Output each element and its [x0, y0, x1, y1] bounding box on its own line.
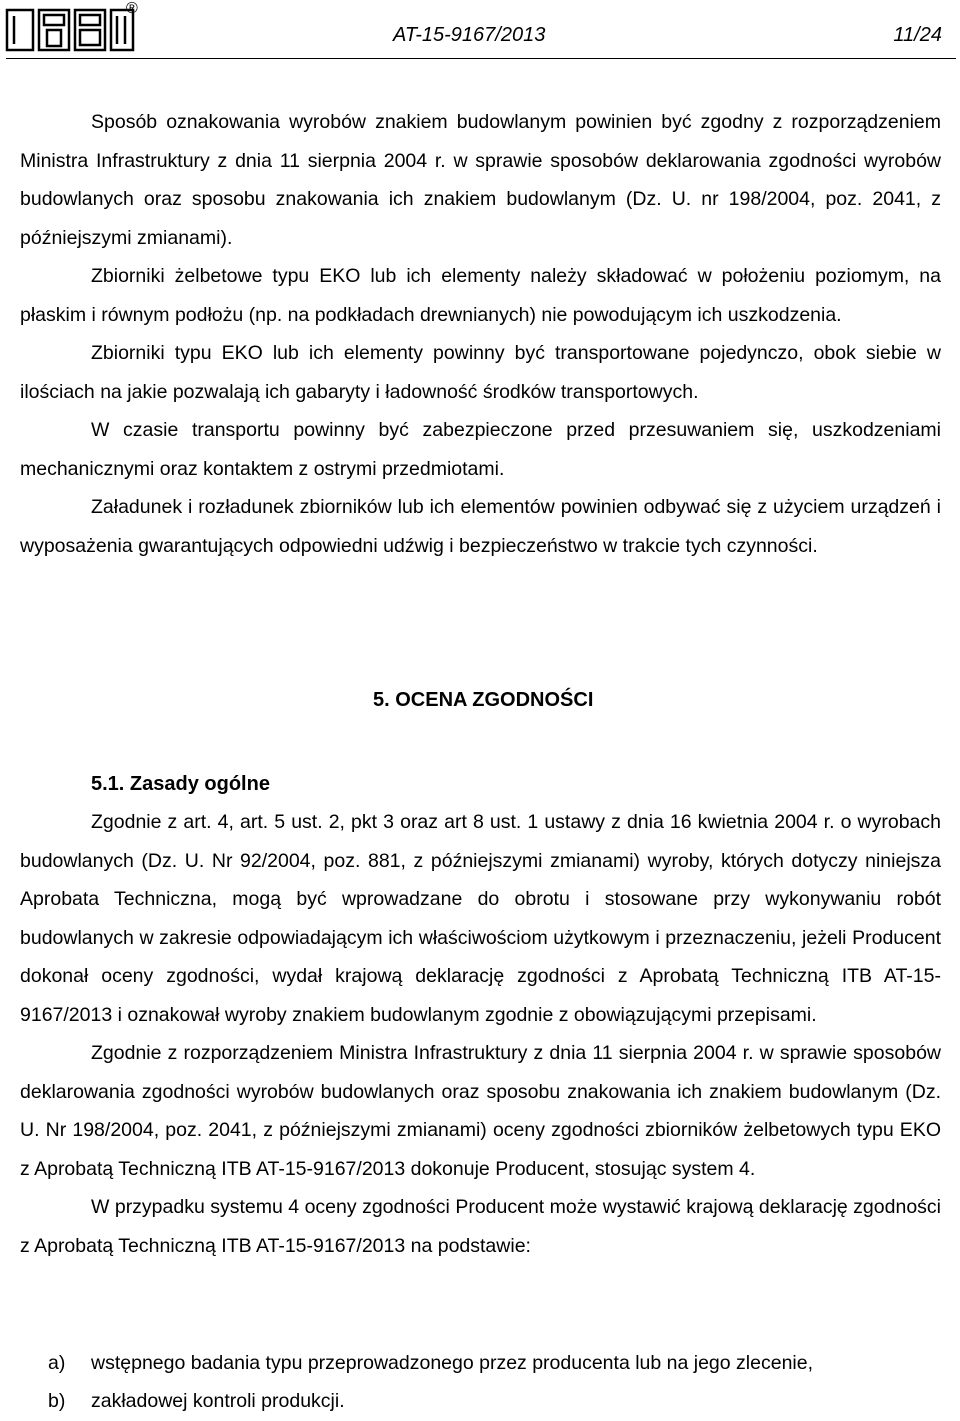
- list-item-text: zakładowej kontroli produkcji.: [91, 1390, 345, 1412]
- paragraph-legal-basis: Zgodnie z art. 4, art. 5 ust. 2, pkt 3 oraz art 8 ust. 1 ustawy z dnia 16 kwietnia 2004 r. o wyrobach budowlanych (Dz. U. Nr 92/2004, poz. 881, z późniejszymi zmianami) wyroby, których dotyczy niniejsza Aprobata Techniczna, mogą być wprowadzane do obrotu i stosowane przy wykonywaniu robót budowlanych w zakresie odpowiadającym ich właściwościom użytkowym i przeznaczeniu, jeżeli Producent dokonał oceny zgodności, wydał krajową deklarację zgodności z Aprobatą Techniczną ITB AT-15-9167/2013 i oznakował wyroby znakiem budowlanym zgodnie z obowiązującymi przepisami.: [20, 811, 941, 1026]
- itb-logo: [4, 4, 144, 54]
- paragraph-transport-protection: W czasie transportu powinny być zabezpieczone przed przesuwaniem się, uszkodzeniami mechanicznymi oraz kontaktem z ostrymi przedmiotami.: [20, 419, 941, 480]
- list-marker: a): [48, 1352, 66, 1374]
- subsection-heading: 5.1. Zasady ogólne: [91, 773, 270, 795]
- document-number: AT-15-9167/2013: [393, 24, 546, 46]
- paragraph-storage: Zbiorniki żelbetowe typu EKO lub ich elementy należy składować w położeniu poziomym, na płaskim i równym podłożu (np. na podkładach drewnianych) nie powodującym ich uszkodzenia.: [20, 265, 941, 326]
- paragraph-loading: Załadunek i rozładunek zbiorników lub ich elementów powinien odbywać się z użyciem urządzeń i wyposażenia gwarantujących odpowiedni udźwig i bezpieczeństwo w trakcie tych czynności.: [20, 496, 941, 557]
- paragraph-marking: Sposób oznakowania wyrobów znakiem budowlanym powinien być zgodny z rozporządzeniem Ministra Infrastruktury z dnia 11 sierpnia 2004 r. w sprawie sposobów deklarowania zgodności wyrobów budowlanych oraz sposobu znakowania ich znakiem budowlanym (Dz. U. nr 198/2004, poz. 2041, z późniejszymi zmianami).: [20, 111, 941, 249]
- section-heading: 5. OCENA ZGODNOŚCI: [373, 689, 594, 711]
- header-divider: [6, 58, 956, 59]
- page-header: [0, 0, 960, 64]
- body-section-storage: [20, 103, 941, 565]
- paragraph-transport: Zbiorniki typu EKO lub ich elementy powinny być transportowane pojedynczo, obok siebie w ilościach na jakie pozwalają ich gabaryty i ładowność środków transportowych.: [20, 342, 941, 403]
- paragraph-system-4: W przypadku systemu 4 oceny zgodności Producent może wystawić krajową deklarację zgodności z Aprobatą Techniczną ITB AT-15-9167/2013 na podstawie:: [20, 1196, 941, 1257]
- paragraph-regulation: Zgodnie z rozporządzeniem Ministra Infrastruktury z dnia 11 sierpnia 2004 r. w sprawie sposobów deklarowania zgodności wyrobów budowlanych oraz sposobu znakowania ich znakiem budowlanym (Dz. U. Nr 198/2004, poz. 2041, z późniejszymi zmianami) oceny zgodności zbiorników żelbetowych typu EKO z Aprobatą Techniczną ITB AT-15-9167/2013 dokonuje Producent, stosując system 4.: [20, 1042, 941, 1180]
- page-number: 11/24: [893, 24, 942, 46]
- list-marker: b): [48, 1390, 66, 1412]
- body-section-conformity: [20, 803, 941, 1265]
- list-item-text: wstępnego badania typu przeprowadzonego przez producenta lub na jego zlecenie,: [91, 1352, 814, 1374]
- registered-mark: ®: [126, 0, 138, 17]
